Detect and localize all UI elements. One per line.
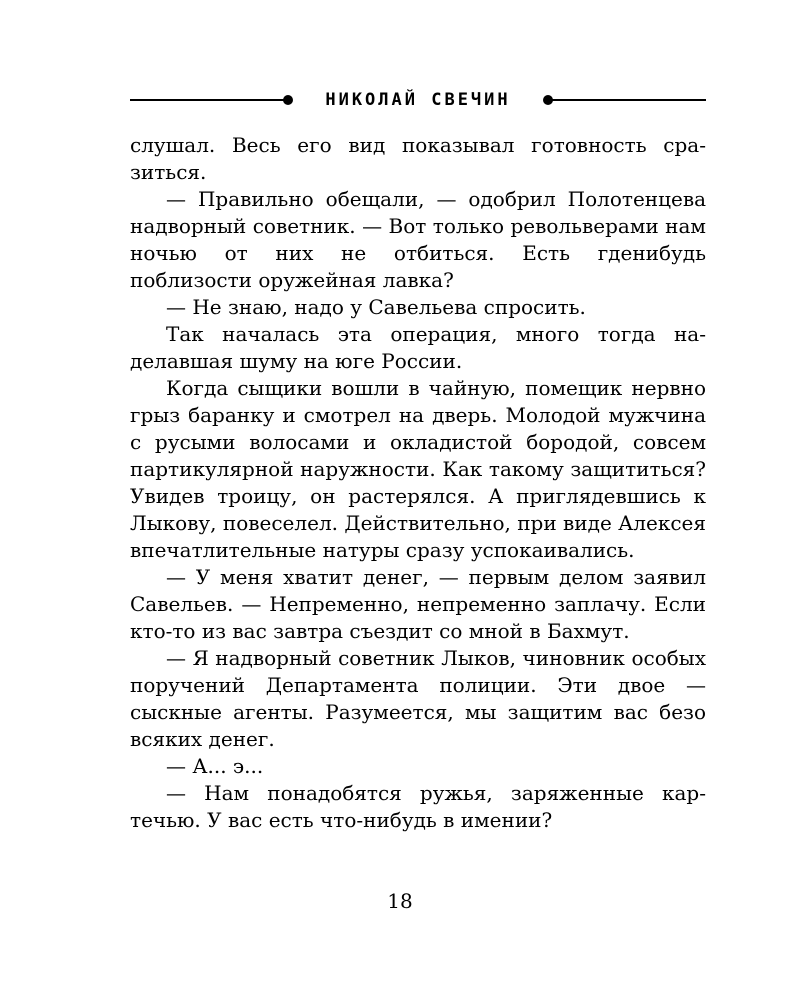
running-header (130, 88, 706, 112)
paragraph: Так началась эта операция, много тогда наделавшая шуму на юге России. (130, 322, 706, 373)
header-rule-right (552, 99, 706, 101)
paragraph: — У меня хватит денег, — первым делом заявил Савельев. — Непременно, непременно заплачу. Если кто-то из вас завтра съездит со мной в Бахмут. (130, 565, 706, 643)
paragraph: — Нам понадобятся ружья, заряженные картечью. У вас есть что-нибудь в имении? (130, 781, 706, 832)
paragraph: — Не знаю, надо у Савельева спросить. (166, 295, 586, 319)
paragraph: Когда сыщики вошли в чайную, помещик нервно грыз баранку и смотрел на дверь. Молодой мужчина с русыми волосами и окладистой бородой, совсем партикулярной наружности. Как такому защититься? Увидев троицу, он растерялся. А приглядевшись к Лыкову, повеселел. Действительно, при виде Алексея впечатлительные натуры сразу успокаивались. (130, 376, 706, 562)
author-name: НИКОЛАЙ СВЕЧИН (325, 90, 511, 110)
paragraph: — А... э... (166, 754, 264, 778)
page-number: 18 (387, 889, 413, 913)
body-text (130, 132, 706, 834)
header-dot-left (283, 95, 293, 105)
header-rule-left (130, 99, 284, 101)
paragraph: — Я надворный советник Лыков, чиновник особых поручений Департамента полиции. Эти двое — сыскные агенты. Разумеется, мы защитим вас безо всяких денег. (130, 646, 706, 751)
paragraph: слушал. Весь его вид показывал готовность сразиться. (130, 133, 706, 184)
paragraph: — Правильно обещали, — одобрил Полотенцева надворный советник. — Вот только револьверами нам ночью от них не отбиться. Есть гденибудь поблизости оружейная лавка? (130, 187, 706, 292)
